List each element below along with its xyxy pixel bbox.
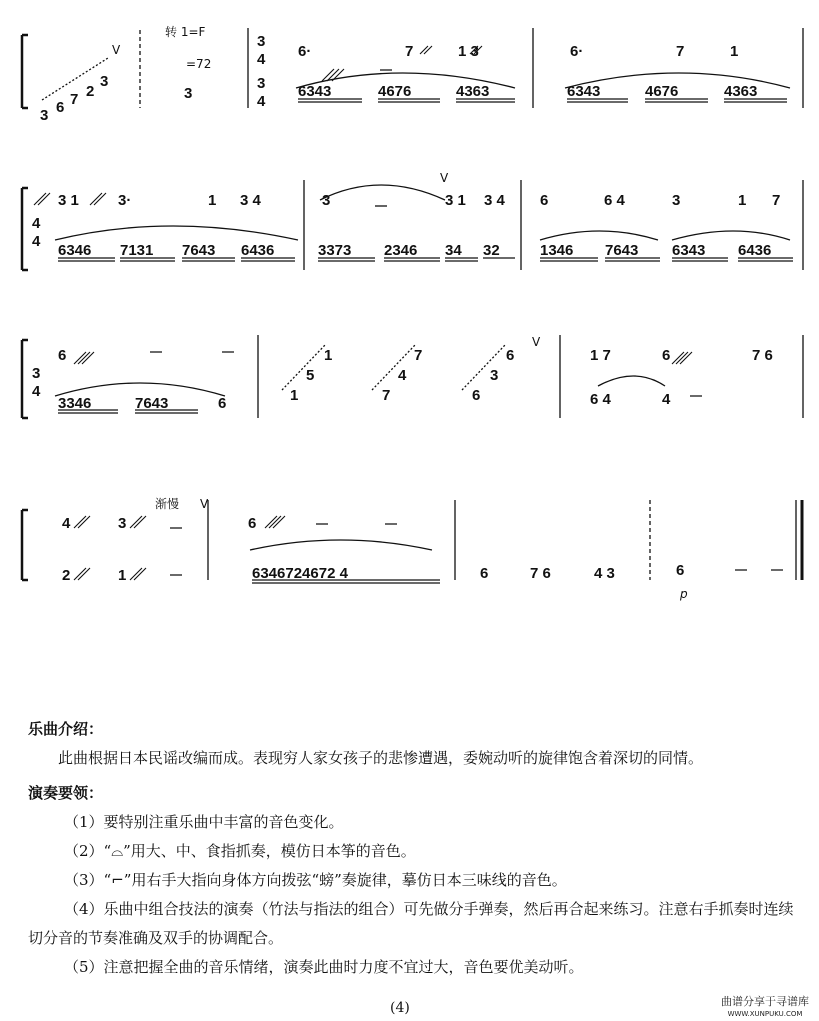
svg-text:3 1: 3 1	[445, 192, 466, 209]
svg-text:6·: 6·	[298, 43, 312, 60]
svg-text:7: 7	[405, 43, 414, 60]
tip-item: （5）注意把握全曲的音乐情绪，演奏此曲时力度不宜过大，音色要优美动听。	[64, 958, 584, 976]
svg-text:4: 4	[32, 383, 41, 400]
svg-text:3: 3	[32, 365, 41, 382]
svg-text:6: 6	[506, 347, 515, 364]
intro-body: 此曲根据日本民谣改编而成。表现穷人家女孩子的悲惨遭遇，委婉动听的旋律饱含着深切的同情。	[58, 749, 704, 767]
svg-text:6: 6	[662, 347, 671, 364]
svg-text:3346: 3346	[58, 395, 92, 412]
svg-text:7: 7	[772, 192, 781, 209]
svg-text:6 4: 6 4	[604, 192, 625, 209]
svg-text:6436: 6436	[738, 242, 772, 259]
svg-text:7: 7	[414, 347, 423, 364]
svg-text:1: 1	[738, 192, 747, 209]
svg-text:3: 3	[184, 85, 193, 102]
svg-text:1 7: 1 7	[590, 347, 611, 364]
tip-item: （4）乐曲中组合技法的演奏（竹法与指法的组合）可先做分手弹奏，然后再合起来练习。注意右手抓奏时连续切分音的节奏准确及双手的协调配合。	[28, 900, 794, 947]
svg-text:34: 34	[445, 242, 462, 259]
svg-text:7: 7	[70, 91, 79, 108]
svg-text:3373: 3373	[318, 242, 352, 259]
svg-text:1: 1	[118, 567, 127, 584]
svg-text:4363: 4363	[724, 83, 758, 100]
svg-text:6: 6	[472, 387, 481, 404]
watermark-line2: WWW.XUNPUKU.COM	[727, 1010, 803, 1018]
svg-text:7643: 7643	[182, 242, 216, 259]
svg-text:V: V	[200, 497, 209, 511]
svg-text:6: 6	[56, 99, 65, 116]
svg-text:6: 6	[218, 395, 227, 412]
svg-text:3: 3	[257, 33, 266, 50]
svg-text:6: 6	[58, 347, 67, 364]
svg-text:2346: 2346	[384, 242, 418, 259]
svg-text:6436: 6436	[241, 242, 275, 259]
svg-text:3·: 3·	[118, 192, 132, 209]
svg-text:4: 4	[62, 515, 71, 532]
svg-text:6343: 6343	[298, 83, 332, 100]
intro-heading: 乐曲介绍：	[28, 720, 104, 738]
breath-mark: V	[112, 43, 121, 57]
svg-text:4 3: 4 3	[594, 565, 615, 582]
tip-item: （2）“⌓”用大、中、食指抓奏，模仿日本筝的音色。	[64, 842, 416, 860]
svg-text:1346: 1346	[540, 242, 574, 259]
svg-text:3: 3	[257, 75, 266, 92]
tips-heading: 演奏要领：	[28, 784, 104, 802]
svg-text:32: 32	[483, 242, 500, 259]
svg-text:3: 3	[672, 192, 681, 209]
tip-item: （3）“⌐”用右手大指向身体方向拨弦“螃”奏旋律，摹仿日本三味线的音色。	[64, 871, 567, 889]
svg-text:4676: 4676	[378, 83, 412, 100]
svg-text:6346: 6346	[58, 242, 92, 259]
rit-mark: 渐慢	[155, 497, 180, 511]
svg-text:4: 4	[257, 51, 266, 68]
key-change: 转 1=F	[165, 25, 206, 39]
svg-text:6: 6	[248, 515, 257, 532]
svg-text:7643: 7643	[605, 242, 639, 259]
svg-text:6346724672 4: 6346724672 4	[252, 565, 348, 582]
svg-text:6343: 6343	[567, 83, 601, 100]
svg-text:4: 4	[398, 367, 407, 384]
svg-text:7643: 7643	[135, 395, 169, 412]
svg-text:4363: 4363	[456, 83, 490, 100]
svg-text:4: 4	[662, 391, 671, 408]
svg-text:5: 5	[306, 367, 315, 384]
svg-text:3 4: 3 4	[484, 192, 505, 209]
svg-text:4676: 4676	[645, 83, 679, 100]
tip-item: （1）要特别注重乐曲中丰富的音色变化。	[64, 813, 344, 831]
tempo-mark: =72	[186, 57, 212, 71]
dynamic-mark: p	[680, 587, 688, 601]
svg-text:7 6: 7 6	[530, 565, 551, 582]
svg-text:7: 7	[382, 387, 391, 404]
notes-section	[28, 715, 803, 982]
svg-text:7 6: 7 6	[752, 347, 773, 364]
watermark	[721, 996, 809, 1020]
svg-text:3 4: 3 4	[240, 192, 261, 209]
svg-text:6·: 6·	[570, 43, 584, 60]
svg-text:6 4: 6 4	[590, 391, 611, 408]
svg-text:1: 1	[730, 43, 739, 60]
svg-text:2: 2	[62, 567, 71, 584]
svg-text:2: 2	[86, 83, 95, 100]
svg-text:6: 6	[540, 192, 549, 209]
svg-text:3: 3	[100, 73, 109, 90]
svg-text:6343: 6343	[672, 242, 706, 259]
svg-text:3: 3	[322, 192, 331, 209]
svg-text:1 3: 1 3	[458, 43, 479, 60]
page-number: (4)	[390, 1000, 410, 1016]
svg-text:6: 6	[480, 565, 489, 582]
svg-text:4: 4	[257, 93, 266, 110]
svg-text:6: 6	[676, 562, 685, 579]
svg-text:3: 3	[40, 107, 49, 124]
svg-text:3 1: 3 1	[58, 192, 79, 209]
svg-text:4: 4	[32, 215, 41, 232]
svg-text:1: 1	[324, 347, 333, 364]
svg-text:4: 4	[32, 233, 41, 250]
svg-text:7: 7	[676, 43, 685, 60]
svg-text:V: V	[440, 171, 449, 185]
svg-text:V: V	[532, 335, 541, 349]
svg-text:3: 3	[118, 515, 127, 532]
svg-text:7131: 7131	[120, 242, 154, 259]
svg-text:1: 1	[208, 192, 217, 209]
watermark-line1: 曲谱分享于寻谱库	[721, 995, 809, 1008]
svg-text:1: 1	[290, 387, 299, 404]
svg-text:3: 3	[490, 367, 499, 384]
